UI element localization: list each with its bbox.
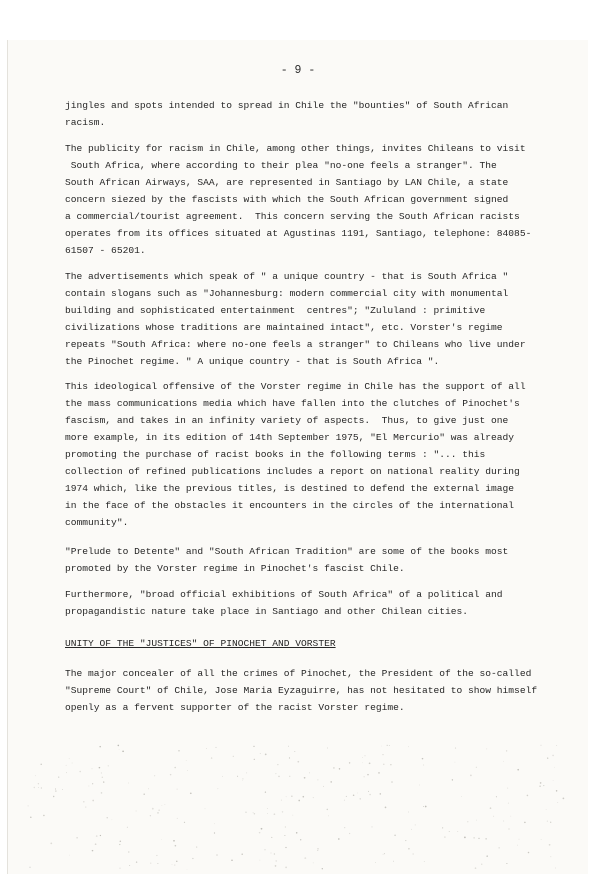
scan-speck	[387, 745, 388, 746]
paragraph-4: This ideological offensive of the Vorster regime in Chile has the support of all the mass communications media which have fallen into the clutches of Pinochet's fascism, and takes in an infinity variety of aspects. Thus, to give just one more example, in its edition of 14th September 1975, "El Mercurio" was already promoting the purchase of racist books in the following terms : "... this collection of refined publications includes a report on national reality during 1974 which, like the previous titles, is destined to defend the external image in the face of the obstacles it encounters in the circles of the international community".	[65, 381, 526, 528]
scan-speck	[69, 855, 70, 856]
scan-speck	[218, 788, 219, 789]
scan-speck	[35, 775, 36, 776]
scan-speck	[357, 793, 358, 794]
scan-speck	[444, 836, 445, 837]
scan-speck	[383, 764, 384, 765]
scan-speck	[517, 845, 518, 846]
scan-speck	[327, 809, 329, 811]
scan-speck	[128, 783, 129, 784]
scan-speck	[246, 772, 247, 773]
scan-speck	[157, 812, 158, 813]
scan-speck	[158, 810, 159, 811]
scan-speck	[313, 797, 314, 798]
scan-speck	[476, 820, 477, 821]
scan-speck	[53, 796, 54, 797]
scan-speck	[372, 826, 373, 827]
scan-speck	[285, 847, 286, 848]
scan-speck	[267, 813, 268, 814]
scan-speck	[29, 867, 30, 868]
scan-speck	[362, 757, 363, 758]
scan-speck	[344, 800, 345, 801]
scan-speck	[274, 813, 276, 815]
scan-speck	[96, 835, 98, 837]
scan-speck	[467, 821, 468, 822]
scan-speck	[380, 793, 382, 795]
scan-speck	[508, 828, 509, 829]
scan-speck	[304, 777, 306, 779]
scan-speck	[79, 771, 81, 773]
scan-speck	[289, 757, 290, 758]
scan-speck	[55, 791, 56, 792]
scan-speck	[190, 792, 192, 794]
scan-speck	[154, 775, 155, 776]
scan-speck	[278, 776, 280, 778]
scan-speck	[344, 827, 345, 828]
scan-speck	[30, 816, 32, 818]
scan-speck	[214, 832, 215, 833]
scan-speck	[550, 856, 551, 857]
scan-speck	[368, 791, 369, 792]
scan-speck	[369, 762, 371, 764]
scan-speck	[92, 783, 93, 784]
scan-speck	[76, 837, 78, 839]
scan-speck	[83, 801, 85, 803]
scan-speck	[284, 835, 285, 836]
scan-speck	[101, 792, 103, 794]
scan-speck	[555, 868, 556, 869]
scan-speck	[541, 745, 542, 746]
scan-speck	[245, 812, 246, 813]
scan-speck	[120, 841, 122, 843]
scan-speck	[92, 800, 94, 802]
scan-speck	[408, 746, 409, 747]
scan-speck	[528, 852, 530, 854]
scan-speck	[481, 864, 482, 865]
scan-speck	[391, 781, 393, 783]
scan-speck	[339, 768, 340, 769]
scan-speck	[457, 831, 458, 832]
scan-speck	[119, 844, 120, 845]
scan-speck	[112, 819, 113, 820]
scan-speck	[519, 839, 520, 840]
scan-speck	[285, 826, 286, 827]
scan-speck	[107, 817, 108, 818]
scan-speck	[547, 758, 548, 759]
scan-speck	[237, 776, 238, 777]
scan-speck	[349, 833, 350, 834]
scan-speck	[297, 761, 299, 763]
scan-speck	[170, 774, 172, 776]
scan-speck	[241, 854, 242, 855]
scan-speck	[411, 829, 412, 830]
scan-speck	[486, 855, 488, 857]
scan-speck	[214, 823, 215, 824]
scan-speck	[381, 746, 382, 747]
scan-speck	[157, 863, 158, 864]
scan-speck	[442, 827, 443, 828]
scan-speck	[150, 863, 151, 864]
scan-speck	[384, 853, 385, 854]
scan-speck	[95, 843, 97, 845]
scan-speck	[333, 767, 335, 769]
scan-speck	[119, 749, 120, 750]
section-heading: UNITY OF THE "JUSTICES" OF PINOCHET AND VORSTER	[65, 638, 336, 649]
scan-speck	[496, 796, 497, 797]
scan-speck	[174, 767, 176, 769]
scan-speck	[286, 796, 287, 797]
scan-speck	[413, 853, 414, 854]
scan-speck	[69, 758, 70, 759]
closing-paragraph: The major concealer of all the crimes of Pinochet, the President of the so-called "Supreme Court" of Chile, Jose Maria Eyzaguirre, has not hesitated to show himself openly as a fervent supporter of the racist Vorster regime.	[65, 668, 538, 713]
scan-speck	[148, 788, 149, 789]
scan-speck	[382, 754, 383, 755]
scan-speck	[309, 773, 310, 774]
scan-speck	[43, 815, 44, 816]
scan-speck	[288, 746, 289, 747]
scan-speck	[216, 854, 218, 856]
scan-speck	[419, 785, 420, 786]
scan-speck	[187, 869, 188, 870]
paragraph-6: Furthermore, "broad official exhibitions of South Africa" of a political and propagandistic nature take place in Santiago and other Chilean cities.	[65, 589, 503, 617]
scan-speck	[177, 818, 178, 819]
scan-speck	[66, 772, 67, 773]
scan-speck	[192, 858, 193, 859]
scan-speck	[281, 800, 282, 801]
scan-speck	[242, 778, 243, 779]
scan-speck	[503, 761, 504, 762]
scan-speck	[476, 767, 477, 768]
scan-speck	[508, 803, 509, 804]
scan-speck	[122, 750, 124, 752]
scan-speck	[172, 864, 173, 865]
scan-speck	[289, 776, 290, 777]
scan-speck	[127, 827, 128, 828]
scan-speck	[38, 787, 39, 788]
scan-speck	[196, 847, 197, 848]
scan-speck	[423, 765, 424, 766]
scan-speck	[550, 822, 551, 823]
scan-speck	[174, 865, 175, 866]
scan-speck	[260, 860, 261, 861]
scan-speck	[143, 793, 144, 794]
scan-speck	[222, 776, 223, 777]
scan-speck	[493, 816, 494, 817]
scan-speck	[389, 745, 390, 746]
scan-speck	[552, 755, 554, 757]
scan-speck	[506, 750, 507, 751]
scan-speck	[294, 751, 295, 752]
scan-speck	[375, 862, 376, 863]
scan-speck	[300, 839, 301, 840]
scan-speck	[177, 789, 178, 790]
scan-speck	[285, 867, 287, 869]
scan-speck	[186, 760, 187, 761]
scan-speck	[211, 757, 212, 758]
scan-speck	[383, 854, 384, 855]
scan-speck	[254, 759, 255, 760]
scan-speck	[394, 834, 396, 836]
scan-speck	[524, 822, 526, 824]
scan-speck	[546, 809, 547, 810]
scan-speck	[216, 747, 217, 748]
scan-speck	[475, 867, 477, 869]
scan-speck	[362, 762, 363, 763]
scan-speck	[425, 806, 427, 808]
scan-speck	[390, 764, 391, 765]
scan-speck	[282, 811, 283, 812]
scan-speck	[510, 816, 511, 817]
scan-speck	[408, 848, 410, 850]
scan-speck	[527, 795, 529, 797]
scan-speck	[556, 745, 557, 746]
scan-speck	[119, 868, 120, 869]
page-number: - 9 -	[280, 64, 316, 77]
scan-speck	[253, 746, 254, 747]
scan-speck	[178, 750, 180, 752]
scan-speck	[486, 749, 487, 750]
scan-speck	[478, 838, 479, 839]
scan-speck	[277, 764, 278, 765]
scan-speck	[101, 772, 102, 773]
scan-speck	[206, 748, 207, 749]
scan-speck	[360, 798, 361, 799]
scan-speck	[423, 806, 424, 807]
scan-speck	[89, 786, 90, 787]
scan-speck	[323, 786, 324, 787]
paragraph-5: "Prelude to Detente" and "South African Tradition" are some of the books most promoted by the Vorster regime in Pinochet's fascist Chile.	[65, 546, 509, 574]
scan-speck	[553, 780, 554, 781]
scan-speck	[62, 789, 63, 790]
scan-speck	[275, 773, 276, 774]
scan-speck	[136, 861, 137, 862]
scan-speck	[253, 812, 254, 813]
scan-speck	[547, 821, 548, 822]
scan-speck	[271, 837, 272, 838]
scan-speck	[55, 788, 56, 789]
scan-speck	[563, 798, 565, 800]
scan-speck	[173, 840, 175, 842]
scan-speck	[275, 865, 277, 867]
scan-speck	[490, 807, 492, 809]
scan-speck	[267, 808, 268, 809]
scan-speck	[291, 796, 292, 797]
scan-speck	[260, 753, 261, 754]
document-page	[8, 40, 588, 874]
scan-speck	[517, 769, 519, 771]
scan-speck	[276, 860, 277, 861]
scan-speck	[161, 839, 162, 840]
scan-speck	[265, 791, 266, 792]
scan-speck	[156, 855, 157, 856]
scan-speck	[461, 796, 462, 797]
scan-speck	[136, 811, 137, 812]
scan-speck	[473, 837, 474, 838]
scan-speck	[40, 764, 41, 765]
scan-speck	[41, 787, 42, 788]
scan-speck	[330, 781, 332, 783]
scan-speck	[499, 847, 500, 848]
scan-speck	[205, 808, 206, 809]
scan-speck	[118, 745, 120, 747]
scan-speck	[549, 844, 551, 846]
scan-speck	[541, 839, 542, 840]
scan-speck	[338, 838, 340, 840]
scan-speck	[261, 828, 263, 830]
scan-speck	[99, 767, 101, 769]
scan-speck	[165, 804, 166, 805]
scan-speck	[100, 835, 101, 836]
paragraph-3: The advertisements which speak of " a unique country - that is South Africa " contain slogans such as "Johannesburg: modern commercial city with monumental building and sophisticated entertainment centres"; "Zululand : primitive civilizations whose traditions are maintained intact", etc. Vorster's regime repeats "South Africa: where no-one feels a stranger" to Chileans who live under the Pinochet regime. " A unique country - that is South Africa ".	[65, 271, 526, 367]
scan-speck	[405, 840, 406, 841]
scan-speck	[296, 832, 298, 834]
scan-speck	[152, 808, 154, 810]
scan-speck	[539, 785, 540, 786]
scan-speck	[346, 796, 347, 797]
scan-speck	[367, 774, 369, 776]
scan-speck	[28, 805, 29, 806]
scan-speck	[328, 816, 329, 817]
scan-speck	[313, 863, 314, 864]
scan-speck	[38, 783, 39, 784]
scan-speck	[422, 758, 424, 760]
paragraph-2: The publicity for racism in Chile, among other things, invites Chileans to visit South Africa, where according to their plea "no-one feels a stranger". The South African Airways, SAA, are represented in Santiago by LAN Chile, a state concern siezed by the fascists with which the South African government signed a commercial/tourist agreement. This concern serving the South African racists operates from its offices situated at Agustinas 1191, Santiago, telephone: 84085- 61507 - 65201.	[65, 143, 532, 256]
scan-speck	[264, 849, 265, 850]
scan-speck	[187, 770, 188, 771]
scan-speck	[176, 861, 177, 862]
scan-speck	[556, 790, 557, 791]
scan-speck	[50, 843, 52, 845]
scan-speck	[92, 850, 94, 852]
scan-speck	[34, 787, 35, 788]
scan-speck	[274, 853, 275, 854]
scan-speck	[304, 857, 306, 859]
scan-speck	[317, 779, 318, 780]
scan-speck	[303, 796, 305, 798]
scan-speck	[128, 851, 129, 852]
scan-speck	[424, 861, 425, 862]
scan-speck	[233, 756, 234, 757]
scan-speck	[378, 772, 380, 774]
scan-speck	[150, 815, 151, 816]
scan-speck	[349, 762, 350, 763]
scan-speck	[485, 838, 486, 839]
scan-speck	[327, 748, 328, 749]
scan-speck	[369, 794, 371, 796]
scan-speck	[455, 762, 456, 763]
scan-speck	[317, 848, 319, 850]
scan-speck	[322, 868, 323, 869]
scan-speck	[184, 822, 185, 823]
scan-speck	[449, 831, 450, 832]
scan-speck	[507, 788, 508, 789]
scan-speck	[557, 802, 558, 803]
scan-speck	[543, 785, 544, 786]
scan-speck	[408, 812, 409, 813]
scan-speck	[103, 781, 104, 782]
scan-speck	[254, 813, 255, 814]
scan-speck	[364, 776, 365, 777]
scan-speck	[58, 777, 59, 778]
scan-speck	[265, 754, 267, 756]
scan-speck	[353, 794, 355, 796]
scan-speck	[242, 780, 243, 781]
scan-speck	[72, 763, 73, 764]
scan-speck	[102, 777, 103, 778]
scan-speck	[452, 779, 453, 780]
scan-speck	[292, 815, 293, 816]
scan-speck	[470, 775, 472, 777]
scan-speck	[162, 805, 163, 806]
scan-speck	[393, 861, 394, 862]
scan-speck	[464, 837, 466, 839]
scan-speck	[554, 767, 555, 768]
scan-speck	[317, 850, 318, 851]
scan-speck	[455, 748, 456, 749]
scan-speck	[99, 746, 101, 748]
scan-speck	[231, 860, 233, 862]
scan-speck	[298, 800, 300, 802]
scan-speck	[129, 865, 130, 866]
scan-speck	[259, 832, 261, 834]
scan-speck	[503, 821, 504, 822]
scan-speck	[175, 845, 177, 847]
scan-speck	[364, 755, 365, 756]
scan-speck	[270, 852, 271, 853]
scan-speck	[540, 782, 542, 784]
scan-speck	[66, 765, 67, 766]
scan-speck	[85, 807, 86, 808]
paragraph-1: jingles and spots intended to spread in Chile the "bounties" of South African racism.	[65, 100, 509, 128]
scan-speck	[506, 863, 507, 864]
scan-speck	[415, 824, 416, 825]
scan-speck	[92, 768, 93, 769]
scan-speck	[385, 807, 387, 809]
scan-speck	[108, 765, 109, 766]
